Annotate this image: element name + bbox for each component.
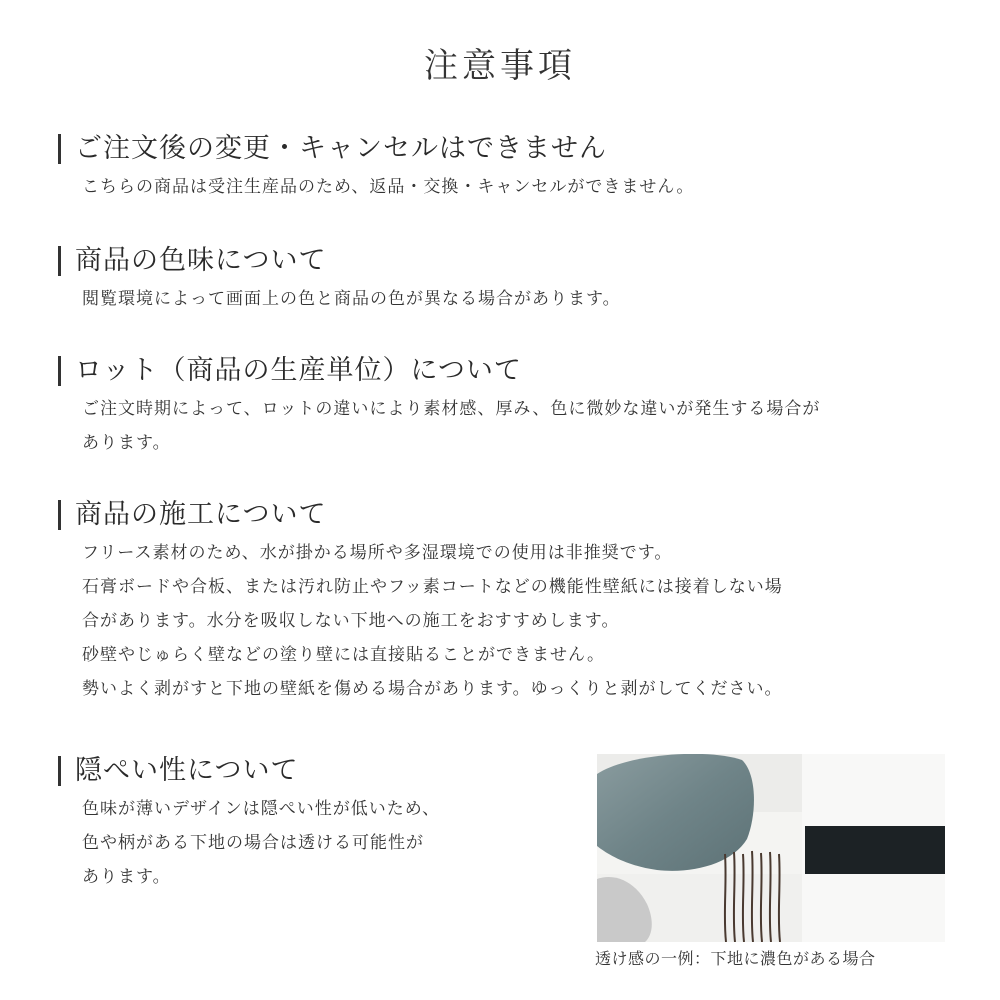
- section-heading: ご注文後の変更・キャンセルはできません: [58, 134, 958, 164]
- body-line: こちらの商品は受注生産品のため、返品・交換・キャンセルができません。: [82, 177, 695, 197]
- section-cancellation: [58, 134, 958, 204]
- page-title: 注意事項: [424, 46, 576, 86]
- figure-caption: 透け感の一例：下地に濃色がある場合: [595, 949, 876, 968]
- body-line: あります。: [82, 867, 171, 887]
- body-line: 砂壁やじゅらく壁などの塗り壁には直接貼ることができません。: [82, 645, 606, 665]
- body-line: 色味が薄いデザインは隠ぺい性が低いため、: [82, 799, 441, 819]
- section-body: [82, 282, 958, 316]
- section-heading: 隠ぺい性について: [58, 756, 958, 786]
- body-line: 色や柄がある下地の場合は透ける可能性が: [82, 833, 424, 853]
- section-installation: [58, 500, 958, 706]
- gray-blue-shape: [597, 754, 754, 871]
- dark-band: [805, 826, 945, 874]
- body-line: フリース素材のため、水が掛かる場所や多湿環境での使用は非推奨です。: [82, 543, 673, 563]
- section-lot: [58, 356, 958, 460]
- section-heading: ロット（商品の生産単位）について: [58, 356, 958, 386]
- body-line: 閲覧環境によって画面上の色と商品の色が異なる場合があります。: [82, 289, 621, 309]
- body-line: ご注文時期によって、ロットの違いにより素材感、厚み、色に微妙な違いが発生する場合が: [82, 399, 821, 419]
- see-through-example-image: [597, 754, 945, 942]
- section-body: [82, 170, 958, 204]
- section-heading: 商品の施工について: [58, 500, 958, 530]
- body-line: 勢いよく剥がすと下地の壁紙を傷める場合があります。ゆっくりと剥がしてください。: [82, 679, 783, 699]
- section-body: [82, 536, 958, 706]
- section-color: [58, 246, 958, 316]
- section-body: [82, 392, 958, 460]
- section-heading: 商品の色味について: [58, 246, 958, 276]
- wallpaper-sample-illustration: [597, 754, 945, 942]
- body-line: 石膏ボードや合板、または汚れ防止やフッ素コートなどの機能性壁紙には接着しない場: [82, 577, 783, 597]
- body-line: 合があります。水分を吸収しない下地への施工をおすすめします。: [82, 611, 620, 631]
- body-line: あります。: [82, 433, 171, 453]
